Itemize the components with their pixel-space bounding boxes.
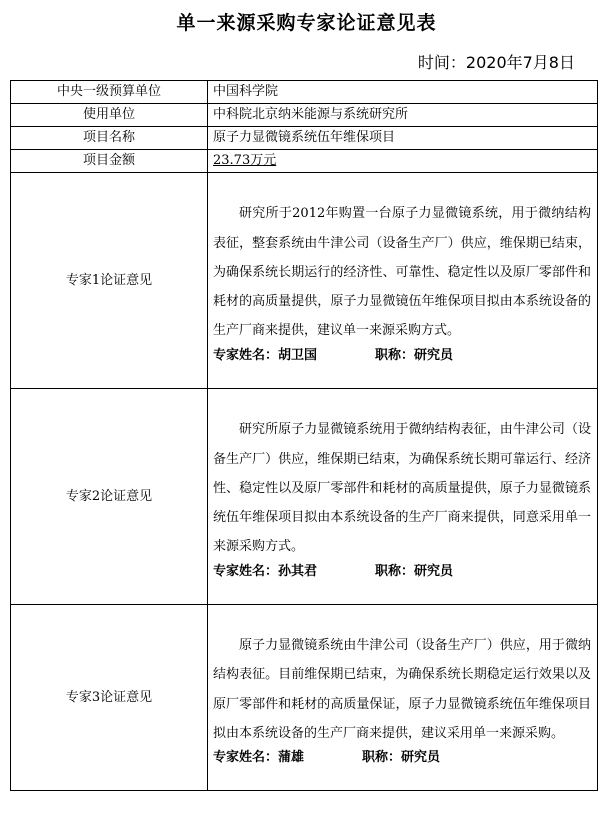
document-title: 单一来源采购专家论证意见表 bbox=[176, 12, 437, 34]
expert1-name: 专家姓名：胡卫国 bbox=[213, 347, 318, 363]
expert2-opinion-cell bbox=[208, 389, 598, 605]
project-name-value: 原子力显微镜系统伍年维保项目 bbox=[208, 127, 598, 150]
expert1-label: 专家1论证意见 bbox=[11, 173, 208, 389]
expert3-opinion: 原子力显微镜系统由牛津公司（设备生产厂）供应，用于微纳结构表征。目前维保期已结束，为确保系统长期稳定运行效果以及原厂零部件和耗材的高质量保证，原子力显微镜系统伍年维保项目拟由本系统设备的生产厂商来提供，建议采用单一来源采购。 bbox=[213, 638, 591, 741]
expert2-title: 职称：研究员 bbox=[375, 563, 454, 579]
expert2-opinion: 研究所原子力显微镜系统用于微纳结构表征，由牛津公司（设备生产厂）供应，维保期已结束，为确保系统长期可靠运行、经济性、稳定性以及原厂零部件和耗材的高质量提供，原子力显微镜系统伍年维保项目拟由本系统设备的生产厂商来提供，同意采用单一来源采购方式。 bbox=[213, 422, 591, 555]
expert3-name: 专家姓名：蒲雄 bbox=[213, 749, 305, 765]
expert1-opinion: 研究所于2012年购置一台原子力显微镜系统，用于微纳结构表征，整套系统由牛津公司（设备生产厂）供应，维保期已结束，为确保系统长期运行的经济性、可靠性、稳定性以及原厂零部件和耗材的高质量提供，原子力显微镜伍年维保项目拟由本系统设备的生产厂商来提供，建议单一来源采购方式。 bbox=[213, 206, 591, 339]
expert3-title: 职称：研究员 bbox=[362, 749, 441, 765]
table-row bbox=[11, 81, 598, 104]
table-row bbox=[11, 104, 598, 127]
budget-unit-label: 中央一级预算单位 bbox=[11, 81, 208, 104]
table-row bbox=[11, 150, 598, 173]
opinion-table bbox=[10, 80, 598, 791]
project-amount-value: 23.73万元 bbox=[213, 153, 277, 169]
expert3-label: 专家3论证意见 bbox=[11, 605, 208, 791]
budget-unit-value: 中国科学院 bbox=[208, 81, 598, 104]
expert1-signature bbox=[213, 346, 591, 366]
expert2-label: 专家2论证意见 bbox=[11, 389, 208, 605]
user-unit-label: 使用单位 bbox=[11, 104, 208, 127]
table-row bbox=[11, 127, 598, 150]
expert3-signature bbox=[213, 748, 591, 768]
expert-row-1 bbox=[11, 173, 598, 389]
expert-row-3 bbox=[11, 605, 598, 791]
project-name-label: 项目名称 bbox=[11, 127, 208, 150]
user-unit-value: 中科院北京纳米能源与系统研究所 bbox=[208, 104, 598, 127]
expert-row-2 bbox=[11, 389, 598, 605]
expert2-name: 专家姓名：孙其君 bbox=[213, 563, 318, 579]
project-amount-cell bbox=[208, 150, 598, 173]
expert1-title: 职称：研究员 bbox=[375, 347, 454, 363]
project-amount-label: 项目金额 bbox=[11, 150, 208, 173]
expert1-opinion-cell bbox=[208, 173, 598, 389]
expert3-opinion-cell bbox=[208, 605, 598, 791]
document-date: 时间：2020年7月8日 bbox=[417, 53, 575, 72]
expert2-signature bbox=[213, 562, 591, 582]
